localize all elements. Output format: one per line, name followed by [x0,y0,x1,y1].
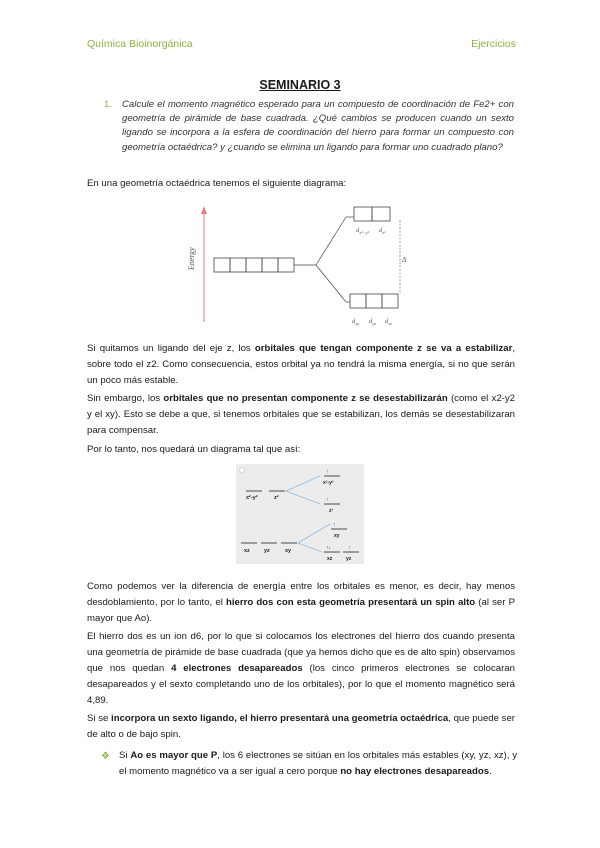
square-pyramid-splitting-diagram [236,464,364,570]
t2g-label-3: $d_{xz}$ [385,318,392,326]
header-section: Ejercicios [471,38,516,50]
bullet-diamond-icon: ❖ [101,751,110,762]
question-1 [104,98,514,155]
question-text: Calcule el momento magnético esperado para un compuesto de coordinación de Fe2+ con geometría de pirámide de base cuadrada. ¿Qué cambios se producen cuando un sexto ligando se incorpora a la esfera de coordinación del hierro para formar un compuesto con geometría octaédrica? y ¿cuando se elimina un ligando para formar uno cuadrado plano? [122,99,514,153]
paragraph-sixth-ligand: Si se incorpora un sexto ligando, el hierro presentará una geometría octaédrica, que puede ser de alto o de bajo spin. [87,713,515,740]
right-label-3: xy [334,533,340,539]
svg-text:↑: ↑ [326,497,329,503]
paragraph-stabilize: Si quitamos un ligando del eje z, los orbitales que tengan componente z se va a estabilizar, sobre todo el z2. Como consecuencia, estos orbital ya no tendrá la misma energía, si no que serán un poco más estable. [87,343,515,386]
page-title: SEMINARIO 3 [259,78,341,92]
header-subject: Química Bioinorgánica [87,38,193,50]
left-eg-label-1: x²-y² [246,495,258,501]
left-t2g-label-3: xy [285,548,292,554]
t2g-label-1: $d_{xy}$ [352,318,360,326]
intro-text: En una geometría octaédrica tenemos el siguiente diagrama: [87,178,347,189]
paragraph-high-spin: Como podemos ver la diferencia de energía entre los orbitales es menor, es decir, hay menos desdoblamiento, por lo tanto, el hierro dos con esta geometría presentará un spin alto (al ser P mayor que Ao). [87,581,515,624]
left-eg-label-2: z² [274,495,279,501]
paragraph-d6: El hierro dos es un ion d6, por lo que si colocamos los electrones del hierro dos cuando presenta una geometría de pirámide de base cuadrada (que ya hemos dicho que es de alto spin) observamos que nos quedan 4 electrones desapareados (los cinco primeros electrones se colocaran desapareados y el sexto completando uno de los orbitales), por lo que el momento magnético será 4,89. [87,631,515,706]
t2g-orbitals [346,294,398,308]
paragraph-destabilize: Sin embargo, los orbitales que no presentan componente z se desestabilizarán (como el x2-y2 y el xy). Esto se debe a que, si tenemos orbitales que se estabilizan, los demás se desestabilizaran para compensar. [87,393,516,436]
right-label-2: z² [329,508,334,514]
left-t2g-label-1: xz [244,548,250,554]
right-label-5: yz [346,556,352,562]
svg-text:↑: ↑ [326,469,329,475]
left-t2g-label-2: yz [264,548,270,554]
svg-text:↑: ↑ [348,545,351,551]
degenerate-d-orbitals [214,258,294,272]
question-number: 1. [104,99,113,110]
bullet-low-spin: Si Ao es mayor que P, los 6 electrones se sitúan en los orbitales más estables (xy, yz, xz), y el momento magnético va a ser igual a cero porque no hay electrones desapareados. [119,750,517,777]
t2g-label-2: $d_{yz}$ [369,318,376,326]
energy-label: Energy [187,247,196,270]
right-label-4: xz [327,556,333,562]
octahedral-splitting-diagram [186,192,416,332]
eg-orbitals [346,207,390,221]
eg-label-1: $d_{x^2-y^2}$ [356,227,369,235]
energy-arrow-head [201,206,207,214]
right-label-1: x²-y² [323,480,334,486]
svg-text:↑↓: ↑↓ [326,545,331,551]
delta-label: Δ [402,256,407,264]
paragraph-diagram-intro: Por lo tanto, nos quedará un diagrama tal que así: [87,444,301,455]
svg-text:↑: ↑ [333,522,336,528]
eg-label-2: $d_{z^2}$ [379,227,386,235]
